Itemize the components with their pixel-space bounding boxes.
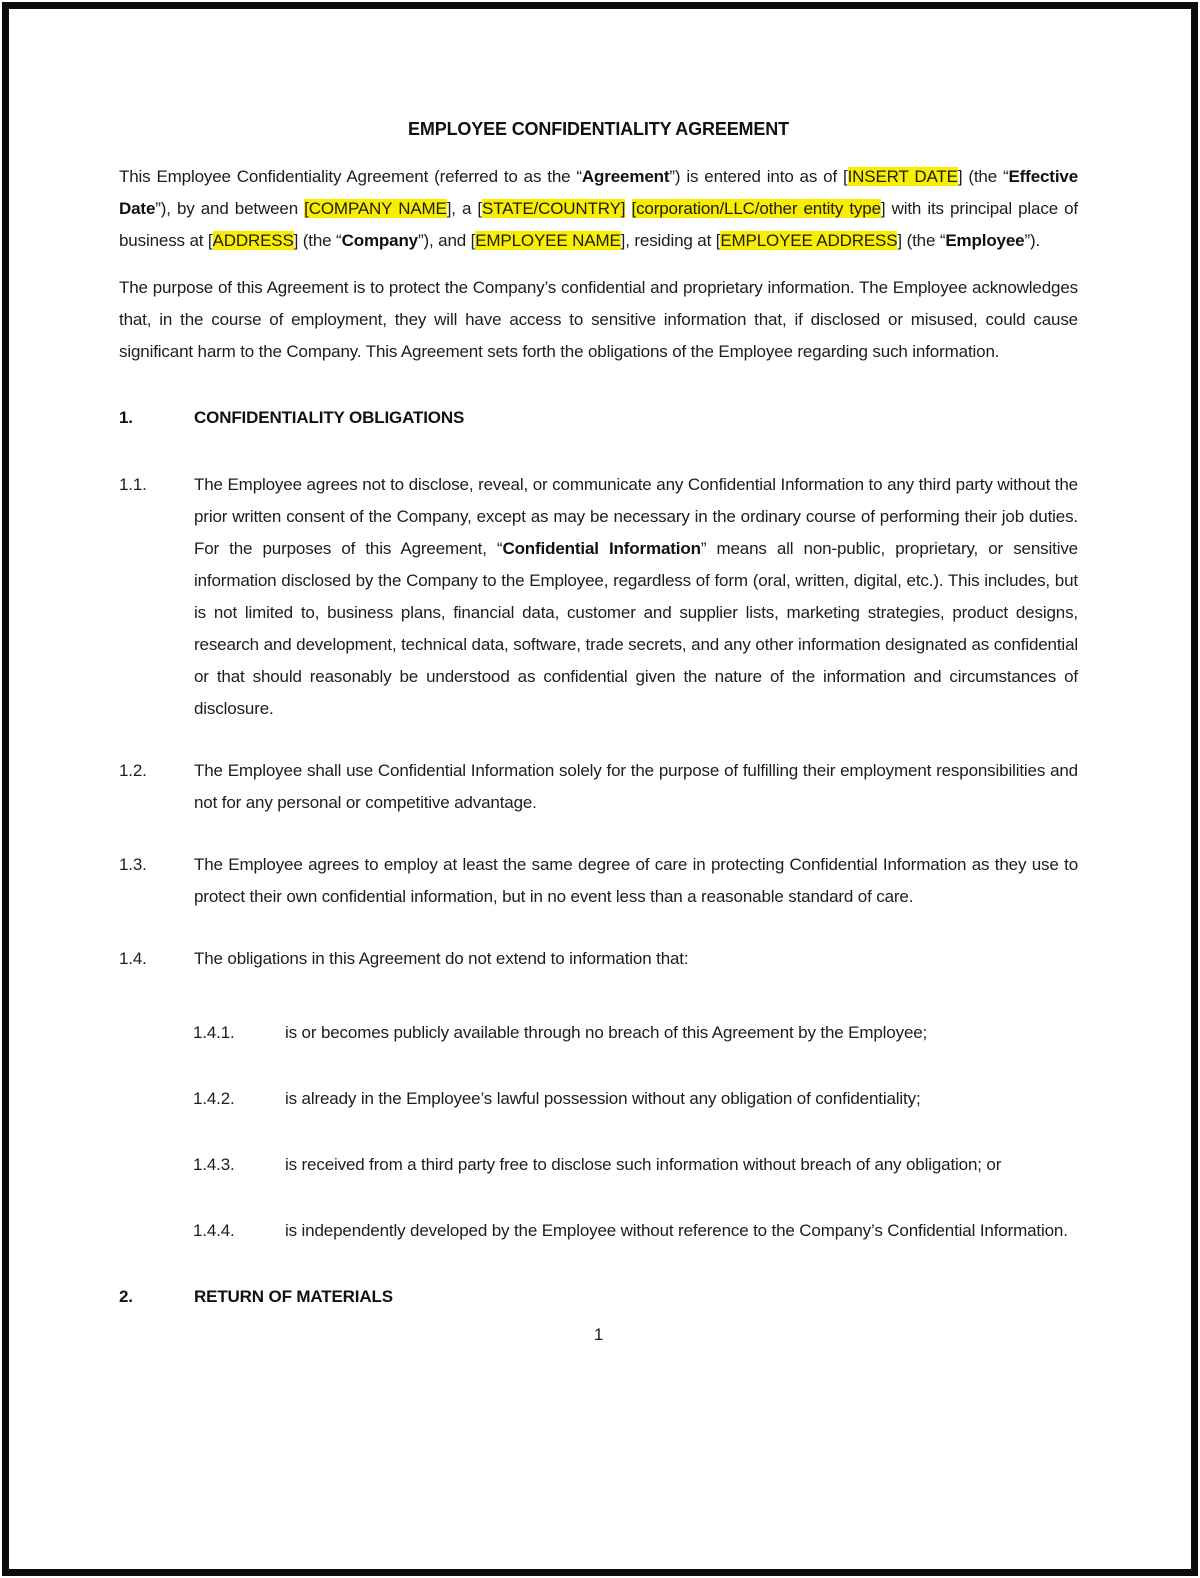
text-segment: ”), by and between [155, 199, 305, 218]
text-segment: The obligations in this Agreement do not extend to information that: [194, 949, 689, 968]
text-segment: RETURN OF MATERIALS [194, 1287, 393, 1306]
intro-paragraph-1 [119, 161, 1078, 257]
clause-number: 1.4.1. [193, 1023, 235, 1042]
text-segment: Confidential Information [502, 539, 701, 558]
text-segment: Employee [945, 231, 1025, 250]
clause-number: 1. [119, 408, 133, 427]
text-segment: ] (the “ [957, 167, 1009, 186]
text-segment: Effective Date [119, 167, 1078, 218]
text-segment: ”) is entered into as of [ [669, 167, 848, 186]
clause-number: 1.4.4. [193, 1221, 235, 1240]
text-segment: The Employee agrees to employ at least the same degree of care in protecting Confidential Information as they use to protect their own confidential information, but in no event less than a reasonable standard of care. [194, 855, 1078, 906]
text-segment: ], residing at [ [620, 231, 721, 250]
text-segment: is already in the Employee’s lawful possession without any obligation of confidentiality; [285, 1089, 921, 1108]
clause-number: 2. [119, 1287, 133, 1306]
clause-1-1 [119, 469, 1078, 725]
clause-1-4 [119, 943, 1078, 975]
document-title: EMPLOYEE CONFIDENTIALITY AGREEMENT [408, 119, 789, 139]
text-segment: This Employee Confidentiality Agreement (referred to as the “ [119, 167, 582, 186]
text-segment: ”), and [ [417, 231, 476, 250]
text-segment: CONFIDENTIALITY OBLIGATIONS [194, 408, 465, 427]
highlighted-placeholder: [COMPANY NAME [304, 199, 447, 218]
clause-1-4-3 [119, 1149, 1078, 1181]
clause-number: 1.4.3. [193, 1155, 235, 1174]
clause-number: 1.4. [119, 949, 147, 968]
text-segment: ] with its principal place of business at [ [119, 199, 1078, 250]
text-segment: ” means all non-public, proprietary, or sensitive information disclosed by the Company to the Employee, regardless of form (oral, written, digital, etc.). This includes, but is not limited to, business plans, financial data, customer and supplier lists, marketing strategies, product designs, research and development, technical data, software, trade secrets, and any other information designated as confidential or that should reasonably be understood as confidential given the nature of the information and circumstances of disclosure. [194, 539, 1078, 718]
section-2-heading [119, 1281, 1078, 1313]
text-segment: is received from a third party free to disclose such information without breach of any obligation; or [285, 1155, 1002, 1174]
clause-number: 1.3. [119, 855, 147, 874]
text-segment: Company [341, 231, 418, 250]
text-segment: ”). [1024, 231, 1041, 250]
text-segment: The purpose of this Agreement is to protect the Company’s confidential and proprietary information. The Employee acknowledges that, in the course of employment, they will have access to sensitive information that, if disclosed or misused, could cause significant harm to the Company. This Agreement sets forth the obligations of the Employee regarding such information. [119, 278, 1078, 361]
page-number: 1 [593, 1325, 604, 1344]
highlighted-placeholder: EMPLOYEE ADDRESS [720, 231, 898, 250]
text-segment: The Employee shall use Confidential Information solely for the purpose of fulfilling their employment responsibilities and not for any personal or competitive advantage. [194, 761, 1078, 812]
text-segment: is independently developed by the Employee without reference to the Company’s Confidential Information. [285, 1221, 1068, 1240]
text-segment [625, 199, 631, 218]
text-segment: ] (the “ [897, 231, 946, 250]
clause-1-2 [119, 755, 1078, 819]
highlighted-placeholder: STATE/COUNTRY] [482, 199, 626, 218]
text-segment: ], a [ [446, 199, 482, 218]
highlighted-placeholder: EMPLOYEE NAME [475, 231, 621, 250]
intro-paragraph-2 [119, 272, 1078, 368]
highlighted-placeholder: [corporation/LLC/other entity type [631, 199, 881, 218]
clause-number: 1.2. [119, 761, 147, 780]
section-1-heading [119, 402, 1078, 434]
clause-1-4-4 [119, 1215, 1078, 1247]
clause-number: 1.4.2. [193, 1089, 235, 1108]
highlighted-placeholder: ADDRESS [212, 231, 294, 250]
text-segment: The Employee agrees not to disclose, reveal, or communicate any Confidential Information to any third party without the prior written consent of the Company, except as may be necessary in the ordinary course of performing their job duties. For the purposes of this Agreement, “ [194, 475, 1078, 558]
clause-number: 1.1. [119, 475, 147, 494]
text-segment: Agreement [581, 167, 670, 186]
clause-1-4-2 [119, 1083, 1078, 1115]
highlighted-placeholder: INSERT DATE [847, 167, 958, 186]
text-segment: ] (the “ [293, 231, 342, 250]
document-page [9, 9, 1191, 1569]
clause-1-4-1 [119, 1017, 1078, 1049]
text-segment: is or becomes publicly available through no breach of this Agreement by the Employee; [285, 1023, 928, 1042]
clause-1-3 [119, 849, 1078, 913]
